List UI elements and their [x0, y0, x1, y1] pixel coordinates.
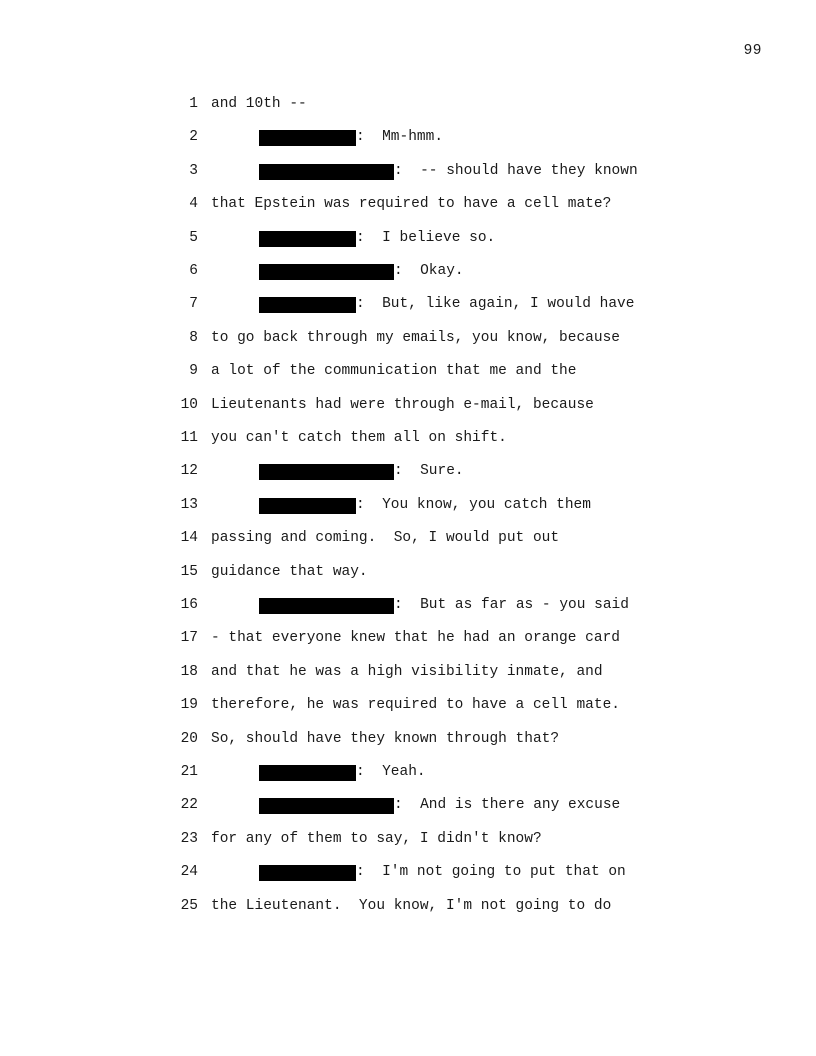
line-text: Lieutenants had were through e-mail, because	[211, 396, 594, 413]
line-number: 21	[180, 764, 198, 780]
page-number: 99	[743, 43, 762, 59]
line-text: for any of them to say, I didn't know?	[211, 830, 542, 847]
redacted-speaker-name	[259, 297, 356, 313]
line-number: 24	[180, 864, 198, 881]
line-text: and 10th --	[211, 96, 307, 112]
line-text: therefore, he was required to have a cell mate.	[211, 697, 620, 714]
line-number: 5	[189, 229, 198, 246]
line-number: 12	[180, 463, 198, 480]
line-number: 11	[180, 430, 198, 446]
line-number: 20	[180, 730, 198, 747]
redacted-speaker-name	[259, 130, 356, 146]
line-number: 4	[189, 196, 198, 213]
speaker-text: : And is there any excuse	[394, 797, 621, 814]
redacted-speaker-name	[259, 164, 394, 180]
line-text: passing and coming. So, I would put out	[211, 530, 560, 547]
line-number: 22	[180, 797, 198, 814]
redacted-speaker-name	[259, 464, 394, 480]
speaker-text: : Mm-hmm.	[356, 129, 444, 146]
speaker-text: : You know, you catch them	[356, 496, 591, 513]
speaker-text: : Sure.	[394, 463, 464, 480]
line-text: So, should have they known through that?	[211, 730, 560, 747]
line-number: 13	[180, 496, 198, 513]
line-text: the Lieutenant. You know, I'm not going to do	[211, 897, 612, 914]
line-number: 1	[189, 96, 198, 112]
speaker-text: : But as far as - you said	[394, 597, 629, 613]
redacted-speaker-name	[259, 798, 394, 814]
redacted-speaker-name	[259, 598, 394, 614]
line-text: to go back through my emails, you know, because	[211, 329, 620, 346]
redacted-speaker-name	[259, 231, 356, 247]
speaker-text: : Yeah.	[356, 764, 426, 780]
line-text: - that everyone knew that he had an orange card	[211, 630, 620, 647]
line-number: 16	[180, 597, 198, 613]
speaker-text: : -- should have they known	[394, 162, 638, 179]
line-number: 6	[189, 263, 198, 279]
speaker-text: : I'm not going to put that on	[356, 864, 626, 881]
redacted-speaker-name	[259, 264, 394, 280]
speaker-text: : I believe so.	[356, 229, 496, 246]
line-number: 7	[189, 296, 198, 313]
line-number: 25	[180, 897, 198, 914]
redacted-speaker-name	[259, 865, 356, 881]
line-text: that Epstein was required to have a cell mate?	[211, 196, 612, 213]
line-text: guidance that way.	[211, 563, 368, 580]
line-number: 15	[180, 563, 198, 580]
redacted-speaker-name	[259, 498, 356, 514]
line-number: 9	[189, 363, 198, 380]
line-number: 14	[180, 530, 198, 547]
line-number: 23	[180, 830, 198, 847]
line-number: 3	[189, 162, 198, 179]
line-number: 19	[180, 697, 198, 714]
line-number: 2	[189, 129, 198, 146]
line-number: 10	[180, 396, 198, 413]
line-text: and that he was a high visibility inmate, and	[211, 663, 603, 680]
redacted-speaker-name	[259, 765, 356, 781]
speaker-text: : Okay.	[394, 263, 464, 279]
line-text: a lot of the communication that me and the	[211, 363, 577, 380]
speaker-text: : But, like again, I would have	[356, 296, 635, 313]
line-text: you can't catch them all on shift.	[211, 430, 507, 446]
line-number: 17	[180, 630, 198, 647]
line-number: 8	[189, 329, 198, 346]
line-number: 18	[180, 663, 198, 680]
